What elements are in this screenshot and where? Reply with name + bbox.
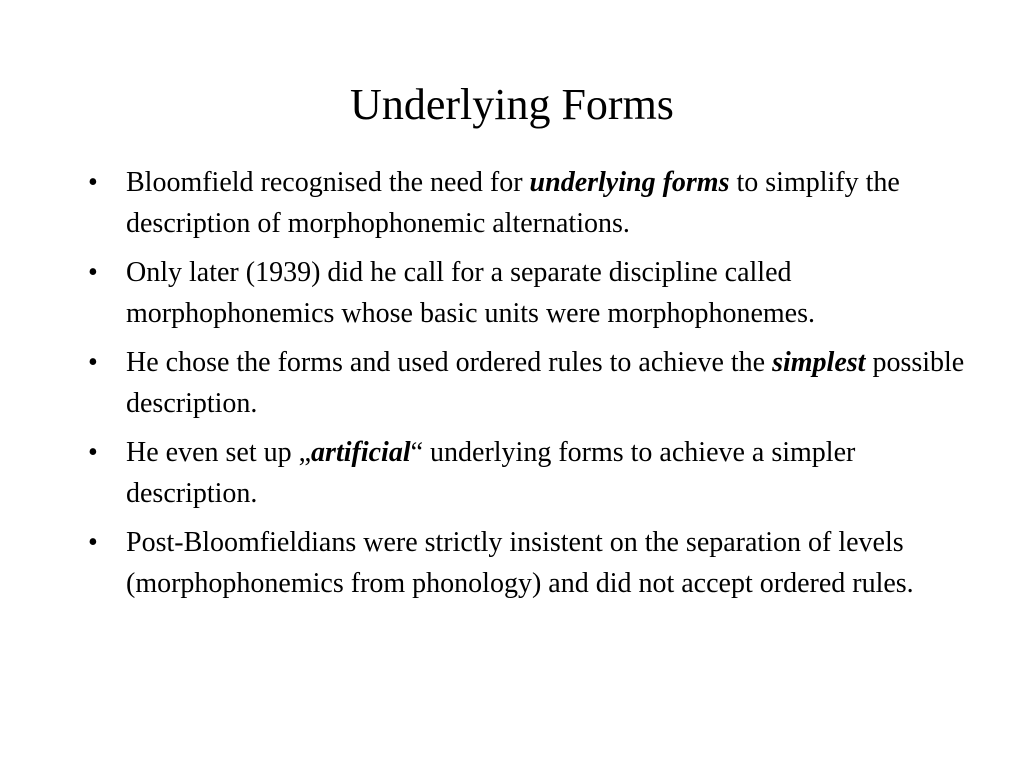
bullet-emphasis: simplest bbox=[772, 347, 866, 378]
bullet-text: Bloomfield recognised the need for bbox=[126, 167, 530, 198]
bullet-item-5 bbox=[86, 522, 986, 604]
bullet-item-4 bbox=[86, 432, 986, 514]
bullet-item-1 bbox=[86, 162, 986, 244]
bullet-dot-icon: • bbox=[88, 167, 98, 198]
bullet-text: to simplify the description of morphophonemic alternations. bbox=[126, 167, 900, 239]
bullet-text: He chose the forms and used ordered rules to achieve the bbox=[126, 347, 773, 378]
bullet-emphasis: underlying forms bbox=[529, 167, 730, 198]
bullet-text: possible description. bbox=[126, 347, 965, 419]
bullet-item-3 bbox=[86, 342, 986, 424]
bullet-text: He even set up „ bbox=[126, 437, 312, 468]
slide-title: Underlying Forms bbox=[350, 80, 674, 129]
bullet-dot-icon: • bbox=[88, 347, 98, 378]
bullet-text: Post-Bloomfieldians were strictly insistent on the separation of levels (morphophonemics from phonology) and did not accept ordered rules. bbox=[126, 527, 914, 599]
bullet-dot-icon: • bbox=[88, 437, 98, 468]
bullet-list bbox=[86, 162, 986, 612]
bullet-dot-icon: • bbox=[88, 527, 98, 558]
bullet-dot-icon: • bbox=[88, 257, 98, 288]
bullet-text: Only later (1939) did he call for a separate discipline called morphophonemics whose basic units were morphophonemes. bbox=[126, 257, 815, 329]
bullet-emphasis: artificial bbox=[311, 437, 411, 468]
bullet-item-2 bbox=[86, 252, 986, 334]
bullet-text: “ underlying forms to achieve a simpler description. bbox=[126, 437, 856, 509]
